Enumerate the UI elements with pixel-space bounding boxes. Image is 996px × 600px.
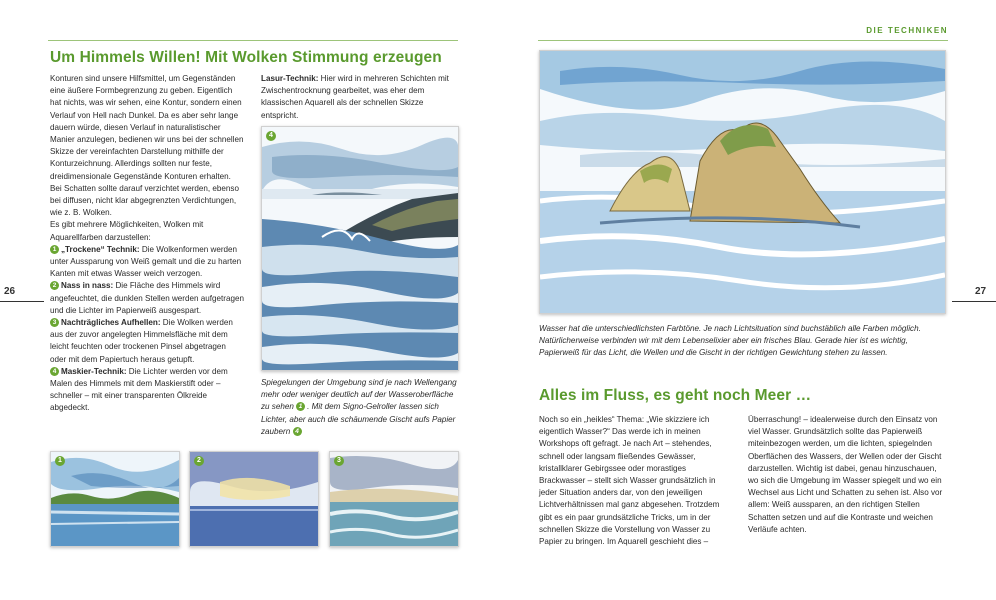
- thumbnail-1-badge: 1: [55, 456, 65, 466]
- technique-4: [50, 366, 244, 415]
- thumbnail-3-badge: 3: [334, 456, 344, 466]
- left-page-heading: Um Himmels Willen! Mit Wolken Stimmung erzeugen: [50, 49, 442, 66]
- badge-4: 4: [50, 367, 59, 376]
- technique-3-text: Die Wolken werden aus der zuvor angelegten Himmelsfläche mit dem leicht feuchten oder trockenen Pinsel abgetragen oder mit dem Papiertuch heraus getupft.: [50, 318, 233, 364]
- badge-1: 1: [50, 245, 59, 254]
- technique-1-text: Die Wolkenformen werden unter Aussparung von Weiß gemalt und die zu harten Kanten mit etwas Wasser weich verzogen.: [50, 244, 242, 279]
- intro-paragraph: Konturen sind unsere Hilfsmittel, um Gegenständen eine äußere Formbegrenzung zu geben. Eigentlich hat nichts, was wir sehen, eine Kontur, sondern einen Verlauf von Hell nach Dunkel. Da es aber sehr lange dauern würde, diesen Verlauf in naturalistischer Manier anzulegen, bedienen wir uns bei der schnellen Skizze der vereinfachten Darstellung mithilfe der Konturzeichnung. Allerdings sollten nur feste, dreidimensionale Gegenstände Konturen erhalten. Bei Schatten sollte darauf verzichtet werden, ebenso bei diffusen, nicht klar abgegrenzten Verdichtungen, wie z. B. Wolken.: [50, 74, 244, 218]
- right-page-heading: Alles im Fluss, es geht noch Meer …: [539, 387, 812, 404]
- lasur-label: Lasur-Technik:: [261, 74, 319, 83]
- thumbnail-3: [329, 451, 459, 547]
- water-column-1: Noch so ein „heikles“ Thema: „Wie skizziere ich eigentlich Wasser?“ Das werde ich in meinen Workshops oft gefragt. Je nach Art – stehendes, schnell oder langsam fließendes Gewässer, kristallklarer Gebirgssee oder morastiges Brackwasser – stellt sich Wasser grundsätzlich in jeder Situation anders dar, von den jeweiligen Lichtverhältnissen mal ganz abgesehen. Trotzdem gibt es ein paar grundsätzliche Tricks, um in der schnellen Skizze die Vorstellung von Wasser zu Papier zu bringen. Im Aquarell geschieht dies –: [539, 415, 720, 547]
- wave-caption-part1: Spiegelungen der Umgebung sind je nach Wellengang mehr oder weniger deutlich auf der Wasseroberfläche zu sehen: [261, 378, 457, 412]
- thumbnail-1: [50, 451, 180, 547]
- left-column-text: [50, 73, 244, 415]
- water-column-2: Überraschung! – idealerweise durch den Einsatz von viel Wasser. Grundsätzlich sollte das Papierweiß miteinbezogen werden, um die lichten, spiegelnden Oberflächen des Wassers, der Wellen oder der Gischt darzustellen. Wichtig ist dabei, genau hinzuschauen, wo sich die Umgebung im Wasser spiegelt und wo ein Wechsel aus Licht und Schatten zu sehen ist. Also vor allem: Weiß aussparen, an den richtigen Stellen Schatten setzen und auf die Kontraste und weichen Verläufe achten.: [748, 415, 943, 534]
- technique-1-label: „Trockene“ Technik:: [61, 244, 140, 254]
- wave-caption-badge-4: 4: [293, 427, 302, 436]
- technique-3-label: Nachträgliches Aufhellen:: [61, 318, 161, 328]
- right-top-rule: [538, 40, 948, 41]
- page-number-right-rule: [952, 301, 996, 302]
- section-label: DIE TECHNIKEN: [866, 26, 948, 35]
- wave-caption-badge-1: 1: [296, 402, 305, 411]
- thumbnail-1-art: [51, 452, 179, 546]
- technique-4-label: Maskier-Technik:: [61, 366, 127, 376]
- thumbnail-2-art: [190, 452, 318, 546]
- left-top-rule: [48, 40, 458, 41]
- wave-caption: [261, 377, 457, 438]
- badge-3: 3: [50, 318, 59, 327]
- page-number-right: 27: [975, 286, 987, 297]
- technique-2-text: Die Fläche des Himmels wird angefeuchtet, die dunklen Stellen werden aufgetragen und die Lichter im Papierweiß ausgespart.: [50, 281, 244, 315]
- technique-2-label: Nass in nass:: [61, 281, 114, 291]
- rocks-caption: Wasser hat die unterschiedlichsten Farbtöne. Je nach Lichtsituation sind buchstäblich alle Farben möglich. Natürlicherweise verbinden wir mit dem Lebenselixier aber ein frisches Blau. Gerade hier ist es wichtig, Papierweiß für das Licht, die Wellen und die Gischt in der richtigen Gewichtung stehen zu lassen.: [539, 324, 921, 358]
- technique-1: [50, 244, 244, 281]
- technique-4-text: Die Lichter werden vor dem Malen des Himmels mit dem Maskierstift oder – schneller – mit einer transparenten Ölkreide abgedeckt.: [50, 366, 228, 413]
- lasur-text: Hier wird in mehreren Schichten mit Zwischentrocknung gearbeitet, was eher dem klassischen Aquarell als der schnellen Skizze entspricht.: [261, 74, 449, 120]
- thumbnail-2-badge: 2: [194, 456, 204, 466]
- wave-painting-badge: 4: [266, 131, 276, 141]
- rocks-painting-art: [540, 51, 945, 313]
- wave-painting: [261, 126, 459, 371]
- badge-2: 2: [50, 281, 59, 290]
- thumbnail-3-art: [330, 452, 458, 546]
- rocks-painting: [539, 50, 946, 314]
- wave-caption-part2: . Mit dem Signo-Gelroller lassen sich Lichter, aber auch die schäumende Gischt aufs Papier zaubern: [261, 402, 456, 436]
- techniques-lead: Es gibt mehrere Möglichkeiten, Wolken mit Aquarellfarben darzustellen:: [50, 220, 204, 242]
- technique-2: [50, 280, 244, 317]
- wave-painting-art: [262, 127, 458, 370]
- lasur-paragraph: [261, 73, 459, 122]
- page-number-left-rule: [0, 301, 44, 302]
- page-number-left: 26: [4, 286, 16, 297]
- thumbnail-2: [189, 451, 319, 547]
- technique-3: [50, 317, 244, 366]
